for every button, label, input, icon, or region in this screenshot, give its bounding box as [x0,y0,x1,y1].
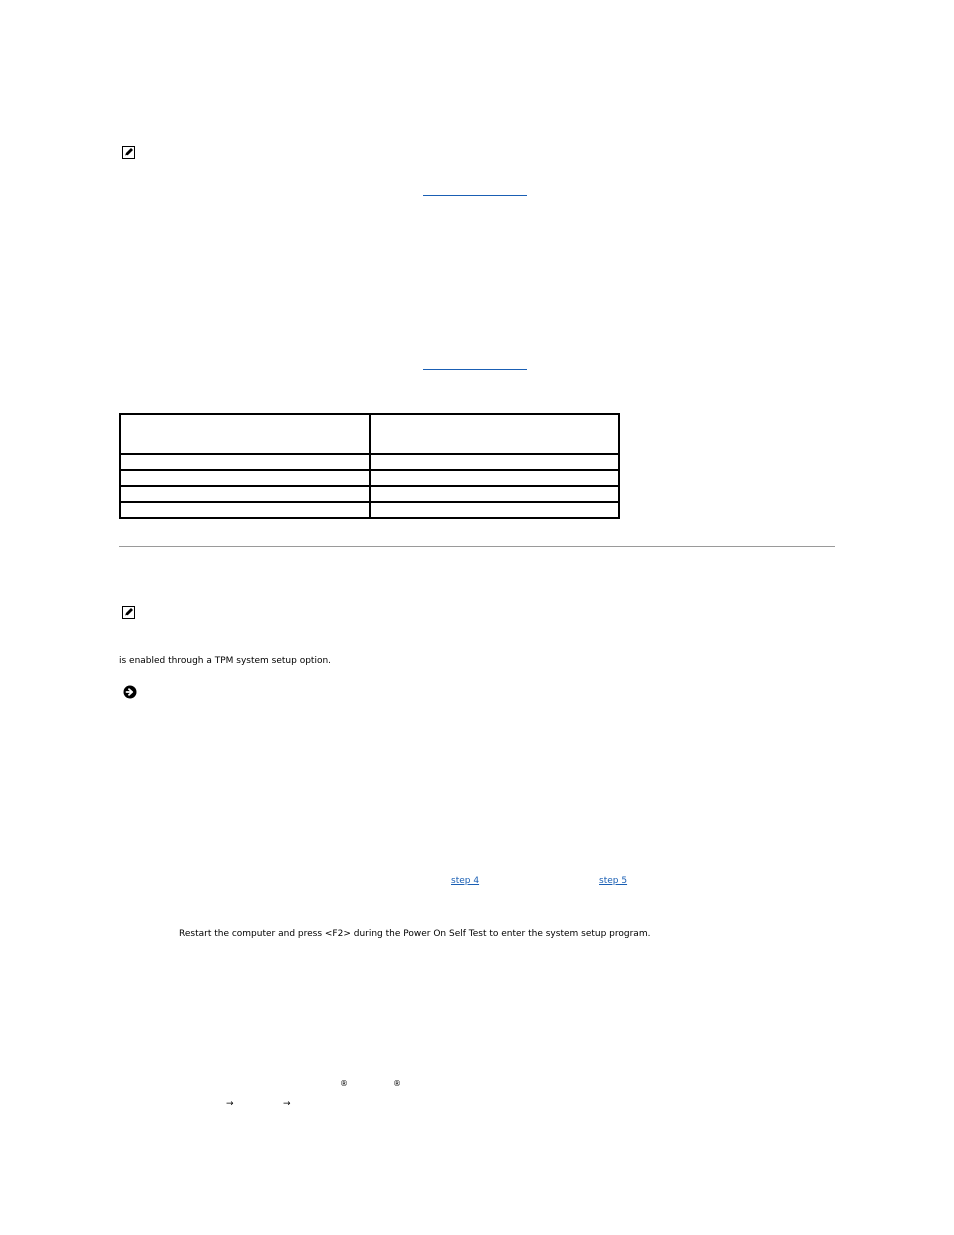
step-4-link[interactable]: step 4 [451,876,480,886]
table-cell [370,470,620,486]
cross-reference-link[interactable] [423,195,527,196]
table-cell [370,502,620,518]
tpm-setup-text: is enabled through a TPM system setup option. [119,656,332,666]
table-cell [120,502,370,518]
menu-path-arrow-icon: → [226,1099,234,1109]
table-cell [120,486,370,502]
table-header-cell [120,414,370,454]
settings-table [119,413,620,519]
table-header-row [120,414,619,454]
step-5-link[interactable]: step 5 [599,876,628,886]
section-divider [119,546,835,547]
table-row [120,502,619,518]
table-cell [120,454,370,470]
table-cell [120,470,370,486]
table-row [120,470,619,486]
notice-arrow-icon [123,685,137,699]
note-pencil-icon [122,146,135,159]
restart-instruction-text: Restart the computer and press <F2> during the Power On Self Test to enter the system setup program. [179,929,651,939]
note-pencil-icon [122,606,135,619]
table-cell [370,454,620,470]
table-header-cell [370,414,620,454]
cross-reference-link[interactable] [423,369,527,370]
menu-path-arrow-icon: → [283,1099,291,1109]
table-cell [370,486,620,502]
table-row [120,486,619,502]
registered-mark: ® [393,1079,401,1088]
table-row [120,454,619,470]
registered-mark: ® [340,1079,348,1088]
